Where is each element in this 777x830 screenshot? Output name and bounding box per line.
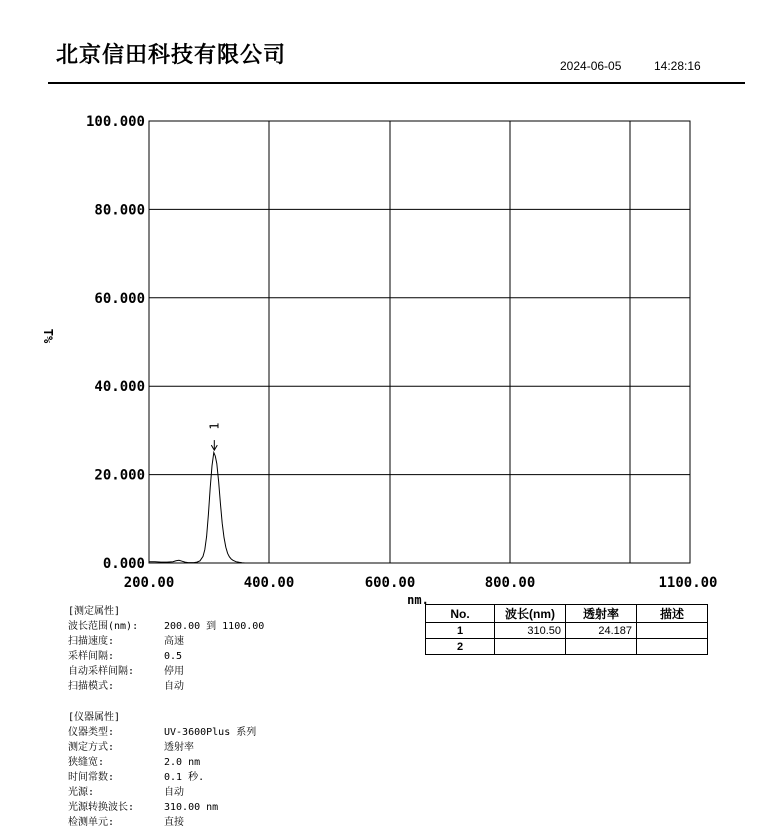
- measure_props-label: 自动采样间隔:: [68, 666, 135, 677]
- instrument_props-value: 自动: [164, 787, 184, 798]
- measure_props-label: 采样间隔:: [68, 651, 115, 662]
- peak-header-no: No.: [426, 605, 495, 623]
- table-row: [426, 639, 708, 655]
- measure_props-value: 高速: [164, 636, 184, 647]
- peak-table: [425, 604, 708, 655]
- peak-header-transmittance: 透射率: [566, 605, 637, 623]
- instrument_props-row: [68, 755, 256, 770]
- x-tick-label: 1100.00: [658, 575, 718, 591]
- peak-marker-label: 1: [207, 422, 222, 430]
- y-tick-label: 60.000: [94, 290, 145, 307]
- measure_props-row: [68, 679, 264, 694]
- measure_props-value: 0.5: [164, 651, 183, 662]
- x-tick-label: 200.00: [123, 575, 175, 591]
- measure-properties: [68, 604, 264, 694]
- plot-frame: [149, 121, 690, 563]
- peak-no: 2: [426, 639, 495, 655]
- peak-transmittance: 24.187: [566, 623, 637, 639]
- measure-props-title: [测定属性]: [68, 606, 121, 617]
- instrument_props-label: 检测单元:: [68, 817, 115, 828]
- instrument_props-row: [68, 725, 256, 740]
- instrument-properties: [68, 710, 256, 830]
- instrument_props-value: UV-3600Plus 系列: [164, 727, 257, 738]
- instrument_props-label: 测定方式:: [68, 742, 115, 753]
- measure_props-row: [68, 664, 264, 679]
- measure_props-row: [68, 619, 264, 634]
- instrument_props-label: 狭缝宽:: [68, 757, 105, 768]
- y-tick-label: 20.000: [94, 467, 145, 484]
- measure_props-value: 停用: [164, 666, 184, 677]
- header-rule: [48, 82, 745, 84]
- y-tick-label: 80.000: [94, 202, 145, 219]
- x-tick-label: 800.00: [484, 575, 536, 591]
- y-tick-label: 0.000: [102, 556, 145, 572]
- instrument_props-value: 2.0 nm: [164, 757, 201, 768]
- instrument_props-row: [68, 815, 256, 830]
- peak-header-description: 描述: [637, 605, 708, 623]
- instrument_props-row: [68, 800, 256, 815]
- y-tick-label: 100.000: [85, 114, 145, 130]
- instrument_props-row: [68, 785, 256, 800]
- instrument_props-label: 时间常数:: [68, 772, 115, 783]
- y-tick-label: 40.000: [94, 379, 145, 396]
- y-axis-label: T%: [41, 328, 55, 344]
- measure_props-label: 扫描速度:: [68, 636, 115, 647]
- measure_props-label: 波长范围(nm):: [68, 621, 139, 632]
- peak-wavelength: [495, 639, 566, 655]
- table-row: [426, 623, 708, 639]
- peak-wavelength: 310.50: [495, 623, 566, 639]
- instrument_props-row: [68, 770, 256, 785]
- instrument_props-label: 光源转换波长:: [68, 802, 135, 813]
- instrument_props-label: 仪器类型:: [68, 727, 115, 738]
- instrument_props-value: 透射率: [164, 742, 194, 753]
- instrument_props-row: [68, 740, 256, 755]
- company-name: 北京信田科技有限公司: [56, 42, 287, 68]
- peak-header-wavelength: 波长(nm): [495, 605, 566, 623]
- report-time: 14:28:16: [654, 59, 701, 73]
- measure_props-row: [68, 649, 264, 664]
- report-date: 2024-06-05: [560, 59, 622, 73]
- instrument_props-label: 光源:: [68, 787, 95, 798]
- instrument_props-value: 0.1 秒.: [164, 772, 205, 783]
- instrument_props-value: 直接: [164, 817, 184, 828]
- spectrum-chart: [0, 100, 777, 605]
- x-axis-label: nm.: [407, 593, 429, 605]
- instrument_props-value: 310.00 nm: [164, 802, 219, 813]
- instrument-props-title: [仪器属性]: [68, 712, 121, 723]
- peak-transmittance: [566, 639, 637, 655]
- measure_props-value: 200.00 到 1100.00: [164, 621, 265, 632]
- x-tick-label: 600.00: [364, 575, 416, 591]
- x-tick-label: 400.00: [243, 575, 295, 591]
- peak-description: [637, 623, 708, 639]
- peak-description: [637, 639, 708, 655]
- measure_props-value: 自动: [164, 681, 184, 692]
- measure_props-row: [68, 634, 264, 649]
- measure_props-label: 扫描模式:: [68, 681, 115, 692]
- peak-no: 1: [426, 623, 495, 639]
